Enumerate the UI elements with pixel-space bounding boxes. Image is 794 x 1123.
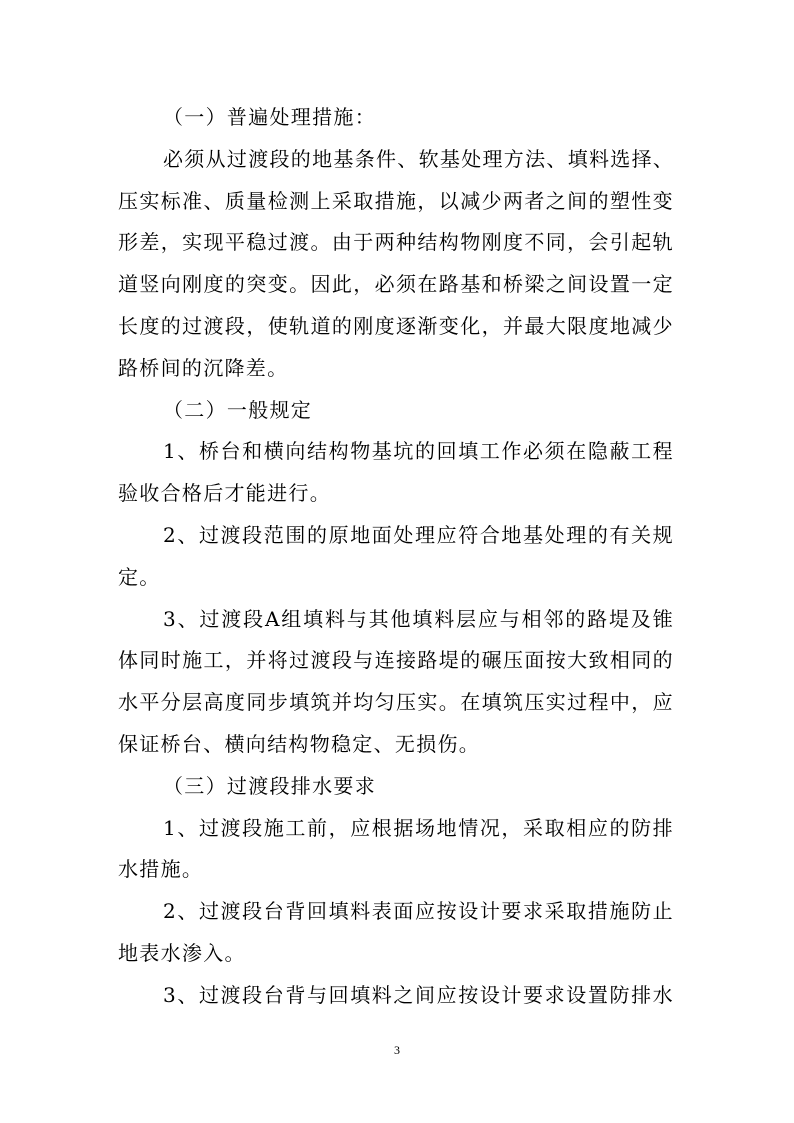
text-line: 2、过渡段范围的原地面处理应符合地基处理的有关规	[163, 522, 674, 547]
text-line: 地表水渗入。	[118, 940, 246, 965]
page-number: 3	[394, 1043, 400, 1057]
text-line: 3、过渡段台背与回填料之间应按设计要求设置防排水	[163, 982, 674, 1007]
text-line: 必须从过渡段的地基条件、软基处理方法、填料选择、	[163, 146, 675, 171]
section-heading: （二）一般规定	[163, 397, 313, 422]
section-heading: （一）普遍处理措施：	[163, 105, 376, 129]
text-line: 2、过渡段台背回填料表面应按设计要求采取措施防止	[163, 899, 674, 924]
text-line: 形差，实现平稳过渡。由于两种结构物刚度不同，会引起轨	[118, 230, 674, 255]
text-line: 路桥间的沉降差。	[118, 355, 289, 380]
body-text	[118, 97, 674, 1017]
text-line: 水措施。	[118, 857, 204, 882]
section-heading: （三）过渡段排水要求	[163, 773, 376, 798]
text-line: 定。	[118, 564, 161, 589]
text-line: 保证桥台、横向结构物稳定、无损伤。	[118, 731, 481, 756]
text-line: 1、过渡段施工前，应根据场地情况，采取相应的防排	[163, 815, 674, 840]
text-line: 道竖向刚度的突变。因此，必须在路基和桥梁之间设置一定	[118, 272, 674, 297]
text-line: 体同时施工，并将过渡段与连接路堤的碾压面按大致相同的	[118, 648, 674, 673]
text-line: 长度的过渡段，使轨道的刚度逐渐变化，并最大限度地减少	[118, 313, 674, 338]
text-line: 1、桥台和横向结构物基坑的回填工作必须在隐蔽工程	[163, 439, 674, 464]
text-line: 水平分层高度同步填筑并均匀压实。在填筑压实过程中，应	[118, 690, 674, 715]
text-line: 压实标准、质量检测上采取措施，以减少两者之间的塑性变	[118, 188, 674, 213]
text-line: 验收合格后才能进行。	[118, 481, 331, 506]
text-line: 3、过渡段A组填料与其他填料层应与相邻的路堤及锥	[163, 606, 674, 631]
